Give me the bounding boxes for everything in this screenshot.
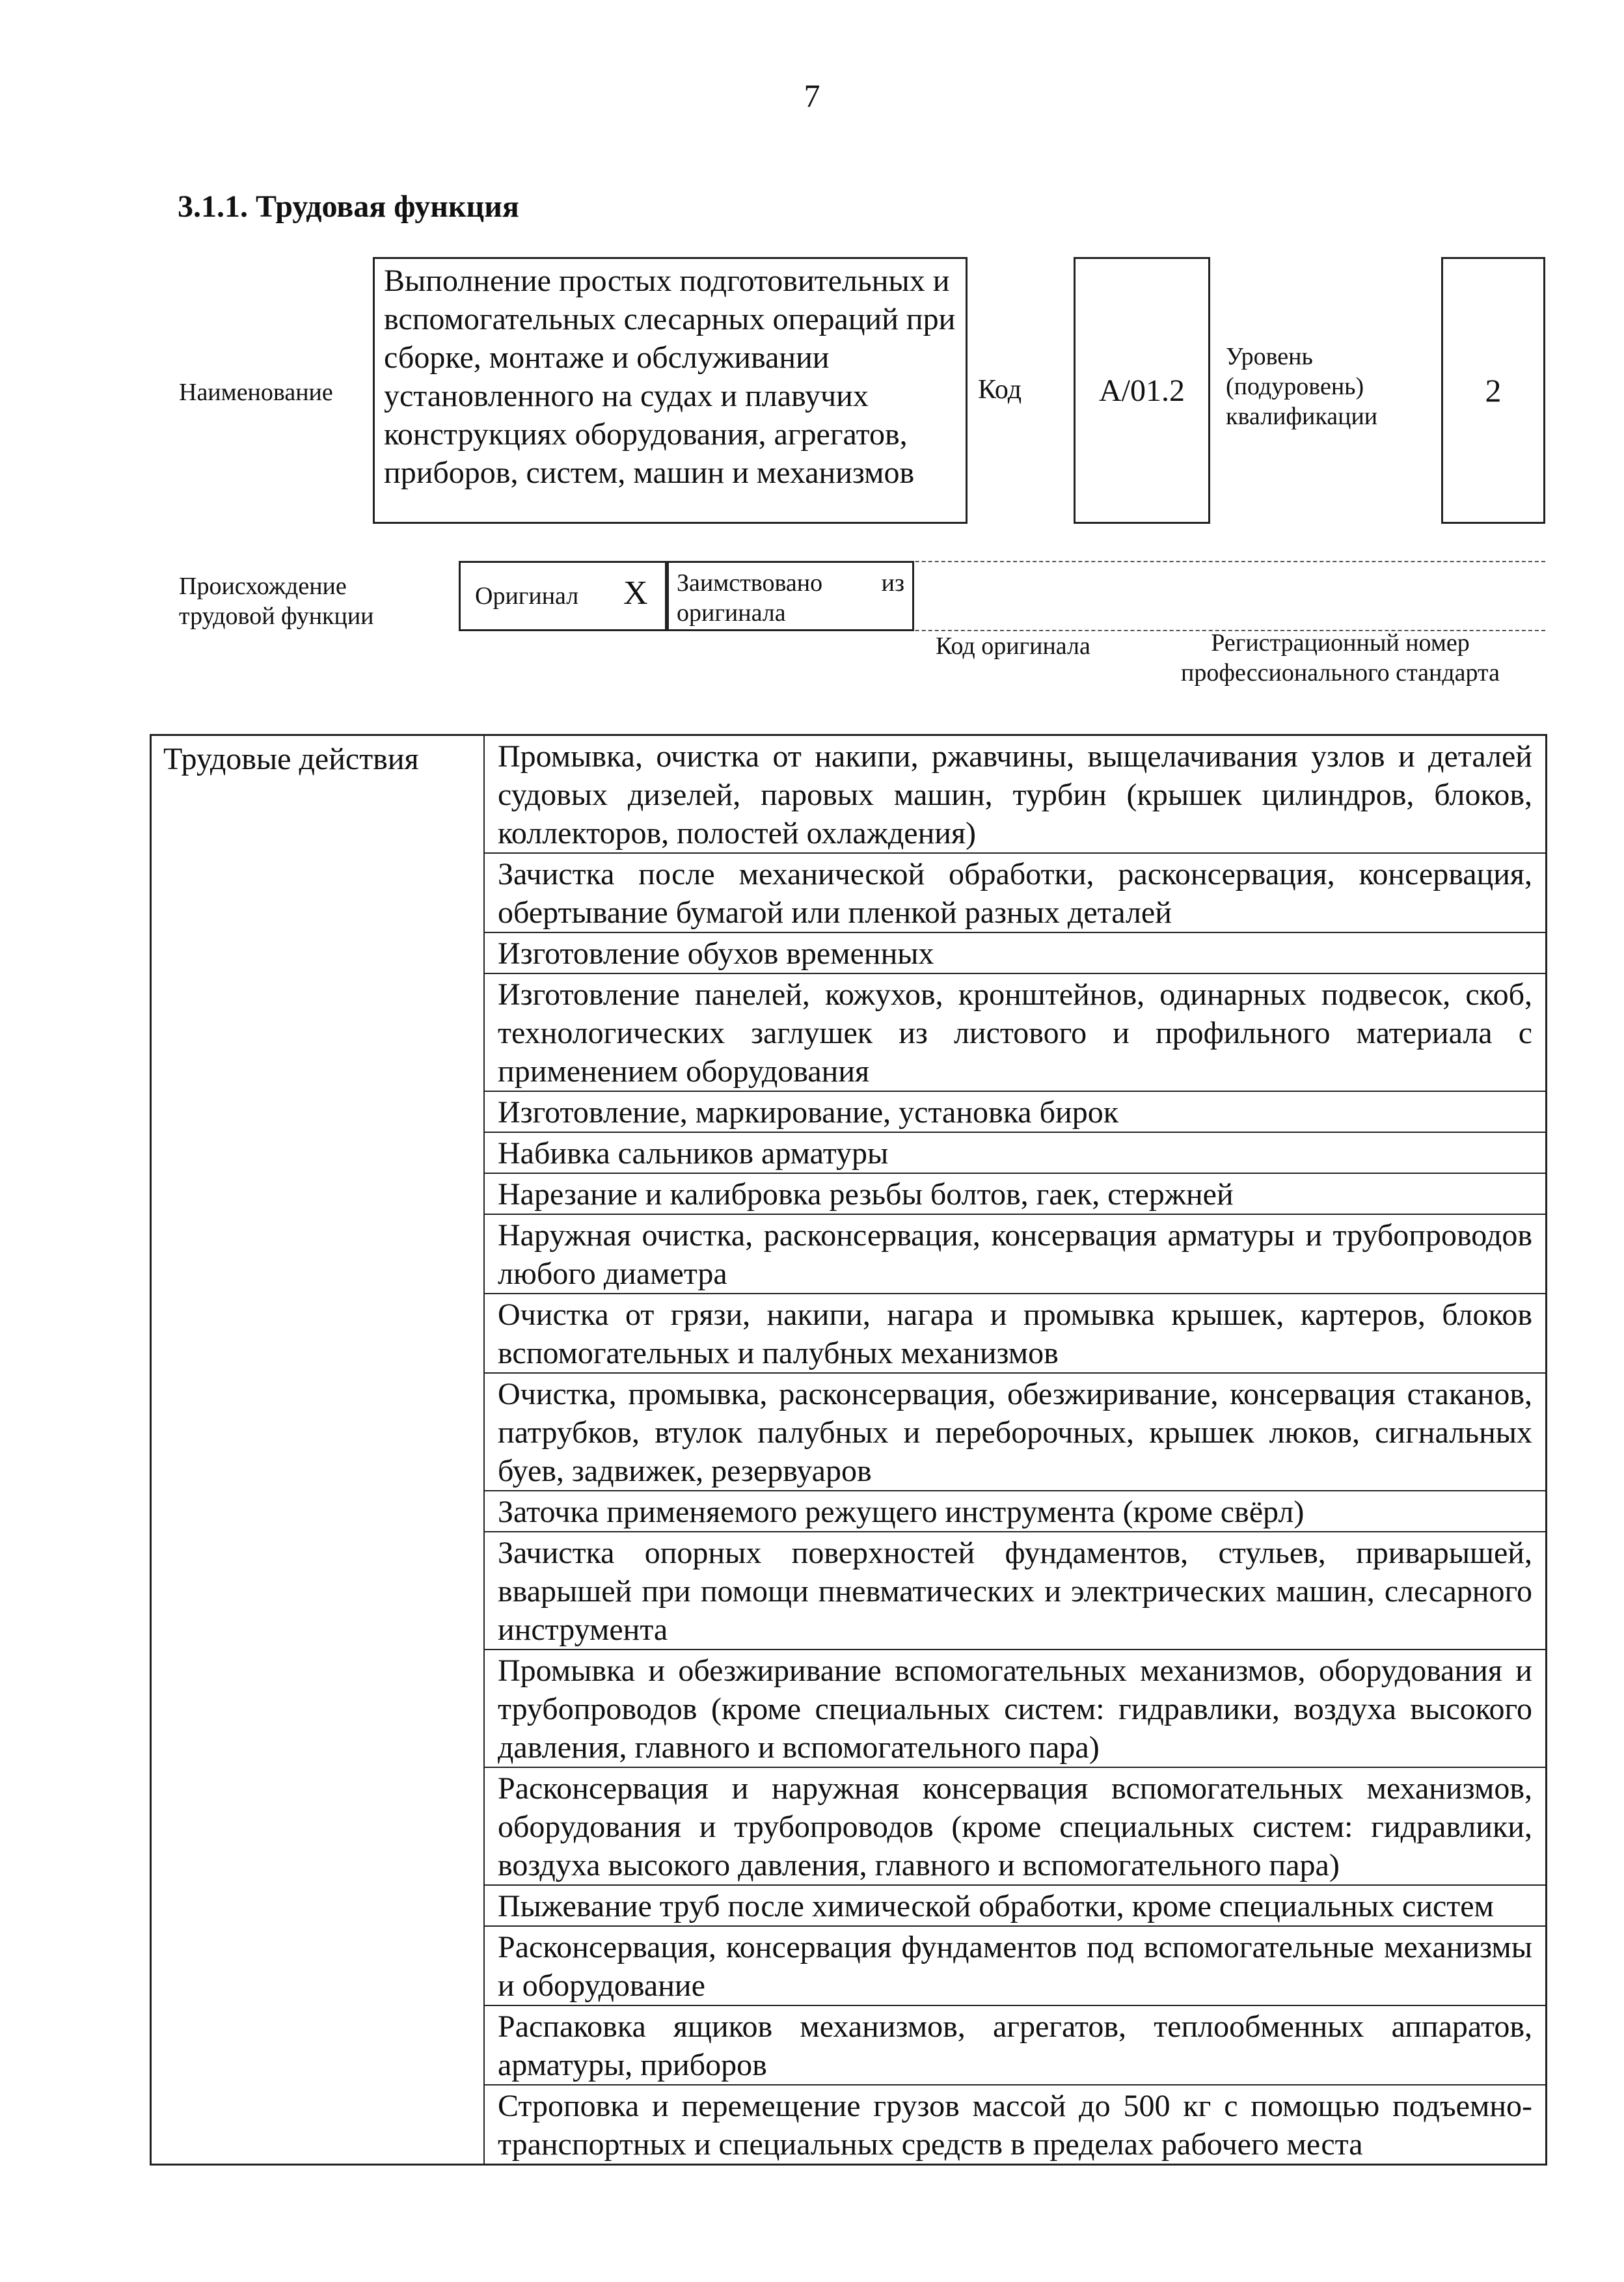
code-label: Код bbox=[978, 375, 1022, 405]
labor-action-item: Наружная очистка, расконсервация, консервация арматуры и трубопроводов любого диаметра bbox=[484, 1214, 1547, 1294]
labor-action-item: Изготовление обухов временных bbox=[484, 932, 1547, 973]
labor-actions-label: Трудовые действия bbox=[151, 735, 485, 2165]
section-title: 3.1.1. Трудовая функция bbox=[178, 189, 519, 224]
borrowed-label-right: из bbox=[881, 569, 904, 597]
function-code-value: A/01.2 bbox=[1074, 257, 1210, 524]
labor-action-item: Изготовление, маркирование, установка бирок bbox=[484, 1091, 1547, 1132]
original-mark: X bbox=[623, 575, 648, 612]
function-name-value: Выполнение простых подготовительных и вспомогательных слесарных операций при сборке, монтаже и обслуживании установленного на судах и плавучих конструкциях оборудования, агрегатов, приборов, систем, машин и механизмов bbox=[373, 257, 968, 524]
labor-action-item: Пыжевание труб после химической обработки, кроме специальных систем bbox=[484, 1885, 1547, 1926]
labor-action-item: Очистка, промывка, расконсервация, обезжиривание, консервация стаканов, патрубков, втулок палубных и переборочных, крышек люков, сигнальных буев, задвижек, резервуаров bbox=[484, 1373, 1547, 1491]
labor-action-item: Промывка и обезжиривание вспомогательных механизмов, оборудования и трубопроводов (кроме специальных систем: гидравлики, воздуха высокого давления, главного и вспомогательного пара) bbox=[484, 1650, 1547, 1767]
labor-action-item: Изготовление панелей, кожухов, кронштейнов, одинарных подвесок, скоб, технологических заглушек из листового и профильного материала с применением оборудования bbox=[484, 973, 1547, 1091]
page-number: 7 bbox=[804, 77, 820, 114]
labor-action-item: Промывка, очистка от накипи, ржавчины, выщелачивания узлов и деталей судовых дизелей, паровых машин, турбин (крышек цилиндров, блоков, коллекторов, полостей охлаждения) bbox=[484, 735, 1547, 854]
labor-action-item: Строповка и перемещение грузов массой до 500 кг с помощью подъемно-транспортных и специальных средств в пределах рабочего места bbox=[484, 2085, 1547, 2165]
borrowed-label-bottom: оригинала bbox=[677, 599, 786, 627]
table-row bbox=[151, 735, 1547, 854]
labor-action-item: Распаковка ящиков механизмов, агрегатов, теплообменных аппаратов, арматуры, приборов bbox=[484, 2005, 1547, 2085]
qualification-level-label: Уровень (подуровень) квалификации bbox=[1226, 343, 1378, 430]
name-label: Наименование bbox=[179, 379, 333, 406]
labor-actions-table bbox=[150, 734, 1547, 2166]
original-code-label: Код оригинала bbox=[936, 632, 1090, 660]
labor-action-item: Расконсервация и наружная консервация вспомогательных механизмов, оборудования и трубопроводов (кроме специальных систем: гидравлики, воздуха высокого давления, главного и вспомогательного пара) bbox=[484, 1767, 1547, 1885]
borrowed-label-left: Заимствовано bbox=[677, 569, 823, 597]
labor-action-item: Очистка от грязи, накипи, нагара и промывка крышек, картеров, блоков вспомогательных и палубных механизмов bbox=[484, 1294, 1547, 1373]
labor-action-item: Нарезание и калибровка резьбы болтов, гаек, стержней bbox=[484, 1173, 1547, 1214]
origin-label: Происхождение трудовой функции bbox=[179, 573, 374, 630]
labor-action-item: Заточка применяемого режущего инструмента (кроме свёрл) bbox=[484, 1491, 1547, 1532]
labor-action-item: Набивка сальников арматуры bbox=[484, 1132, 1547, 1173]
labor-action-item: Зачистка после механической обработки, расконсервация, консервация, обертывание бумагой или пленкой разных деталей bbox=[484, 853, 1547, 932]
labor-action-item: Зачистка опорных поверхностей фундаментов, стульев, приварышей, вварышей при помощи пневматических и электрических машин, слесарного инструмента bbox=[484, 1532, 1547, 1650]
original-label: Оригинал bbox=[475, 582, 579, 610]
qualification-level-value: 2 bbox=[1441, 257, 1545, 524]
registration-number-label: Регистрационный номер профессионального стандарта bbox=[1181, 629, 1500, 686]
borrowed-cell bbox=[667, 561, 914, 631]
labor-action-item: Расконсервация, консервация фундаментов под вспомогательные механизмы и оборудование bbox=[484, 1926, 1547, 2005]
